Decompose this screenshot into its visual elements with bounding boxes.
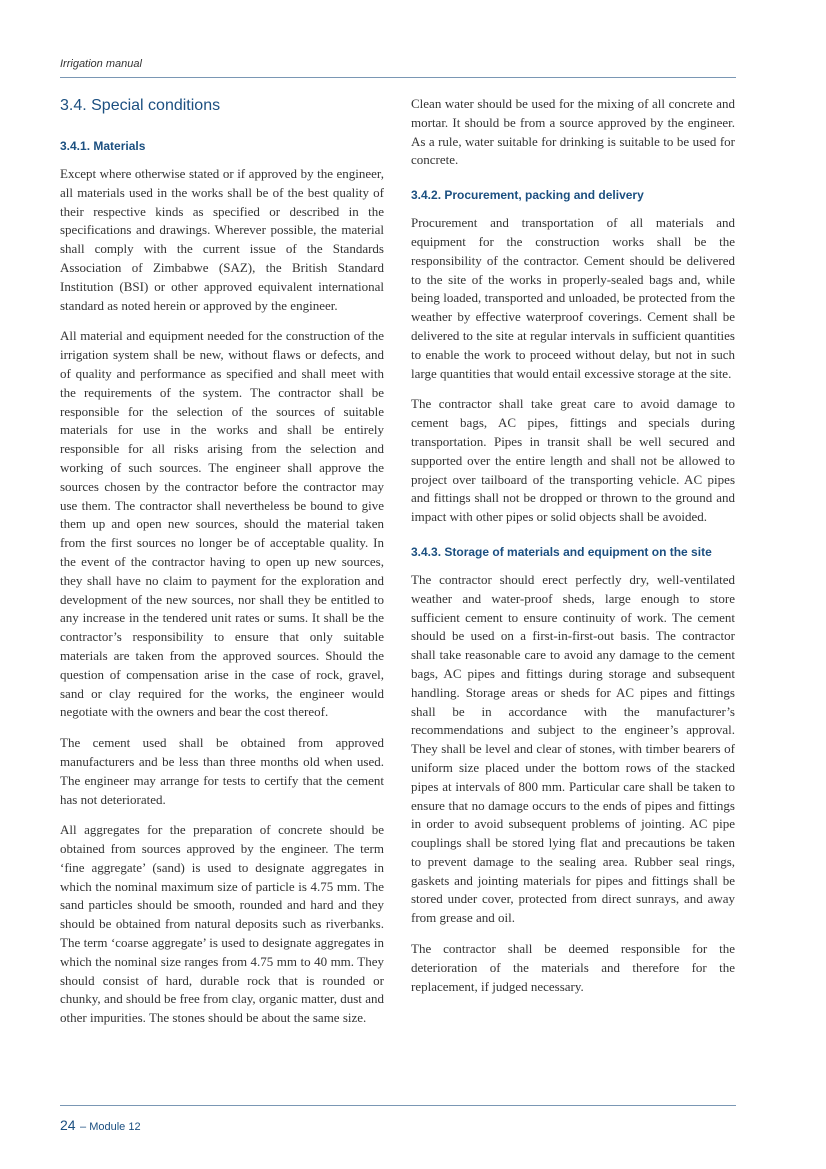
materials-paragraph: The cement used shall be obtained from approved manufacturers and be less than three months old when used. The engineer may arrange for tests to certify that the cement has not deteriorated.: [60, 735, 384, 807]
storage-paragraph: The contractor shall be deemed responsible for the deterioration of the materials and therefore for the replacement, if judged necessary.: [411, 941, 735, 994]
storage-heading: 3.4.3. Storage of materials and equipment on the site: [411, 544, 712, 559]
page-footer: [60, 1117, 141, 1135]
procurement-paragraph: Procurement and transportation of all materials and equipment for the construction works shall be the responsibility of the contractor. Cement should be delivered to the site of the works in properly-sealed bags and, while being loaded, transported and unloaded, be protected from the weather by effective waterproof coverings. Cement shall be delivered to the site at regular intervals in sufficient quantities to enable the work to proceed without delay, but not in such large quantities that would entail excessive storage at the site.: [411, 215, 735, 381]
page-number: 24: [60, 1117, 76, 1133]
procurement-heading: 3.4.2. Procurement, packing and delivery: [411, 188, 644, 203]
materials-paragraph: All aggregates for the preparation of concrete should be obtained from sources approved by the engineer. The term ‘fine aggregate’ (sand) is used to designate aggregates in which the nominal maximum size of particle is 4.75 mm. The sand particles should be smooth, rounded and hard and they should be obtained from natural deposits such as riverbanks. The term ‘coarse aggregate’ is used to designate aggregates in which the nominal size ranges from 4.75 mm to 40 mm. They should consist of hard, durable rock that is rounded or chunky, and should be free from clay, organic matter, dust and other impurities. The stones should be about the same size.: [60, 822, 384, 1026]
left-column: [60, 95, 384, 1040]
header-divider: [60, 77, 736, 78]
materials-paragraph: All material and equipment needed for the construction of the irrigation system shall be new, without flaws or defects, and of quality and performance as specified and shall meet with the requirements of the system. The contractor shall be responsible for the selection of the sources of suitable materials for use in the works and shall be entirely responsible for all risks arising from the selection and working of such sources. The engineer shall approve the sources chosen by the contractor before the contractor may use them. The contractor shall nevertheless be bound to give them up and open new sources, should the material taken from the first sources no longer be of acceptable quality. In the event of the contractor having to open up new sources, they shall have no claim to payment for the exploration and development of the new sources, nor shall they be entitled to any increase in the tendered unit rates or sums. It shall be the contractor’s responsibility to ensure that only suitable materials are taken from the approved sources. Should the question of compensation arise in the case of rock, gravel, sand or clay required for the works, the engineer would negotiate with the owners and bear the cost thereof.: [60, 328, 384, 720]
section-title: 3.4. Special conditions: [60, 97, 221, 114]
storage-paragraph: The contractor should erect perfectly dry, well-ventilated weather and water-proof sheds, large enough to store sufficient cement to ensure continuity of work. The cement should be used on a first-in-first-out basis. The contractor shall take reasonable care to avoid any damage to the cement bags, AC pipes and fittings during storage and subsequent handling. Storage areas or sheds for AC pipes and fittings shall be in accordance with the manufacturer’s recommendations and subject to the engineer’s approval. They shall be level and clear of stones, with timber bearers of uniform size placed under the bottom rows of the stacked pipes at intervals of 800 mm. Particular care shall be taken to ensure that no damage occurs to the ends of pipes and fittings in order to avoid subsequent problems of jointing. AC pipe couplings shall be stored lying flat and precautions be taken to prevent damage to the sealing area. Rubber seal rings, gaskets and jointing materials for pipes and fittings shall be stored under cover, protected from direct sunrays, and away from grease and oil.: [411, 571, 735, 926]
module-label: – Module 12: [80, 1121, 141, 1133]
materials-paragraph: Except where otherwise stated or if approved by the engineer, all materials used in the works shall be of the best quality of their respective kinds as specified or described in the specifications and drawings. Wherever possible, the material shall comply with the current issue of the Standards Association of Zimbabwe (SAZ), the British Standard Institution (BSI) or other approved equivalent international standard as noted herein or approved by the engineer.: [60, 166, 384, 313]
footer-divider: [60, 1105, 736, 1106]
materials-paragraph: Clean water should be used for the mixing of all concrete and mortar. It should be from a source approved by the engineer. As a rule, water suitable for drinking is suitable to be used for concrete.: [411, 96, 735, 168]
running-header: Irrigation manual: [60, 58, 142, 70]
procurement-paragraph: The contractor shall take great care to avoid damage to cement bags, AC pipes, fittings and specials during transportation. Pipes in transit shall be well secured and supported over the entire length and shall not be allowed to project over tailboard of the transporting vehicle. AC pipes and fittings shall not be dropped or thrown to the ground and impact with other pipes or solid objects shall be avoided.: [411, 396, 735, 525]
materials-heading: 3.4.1. Materials: [60, 139, 146, 153]
right-column: [411, 95, 735, 1008]
